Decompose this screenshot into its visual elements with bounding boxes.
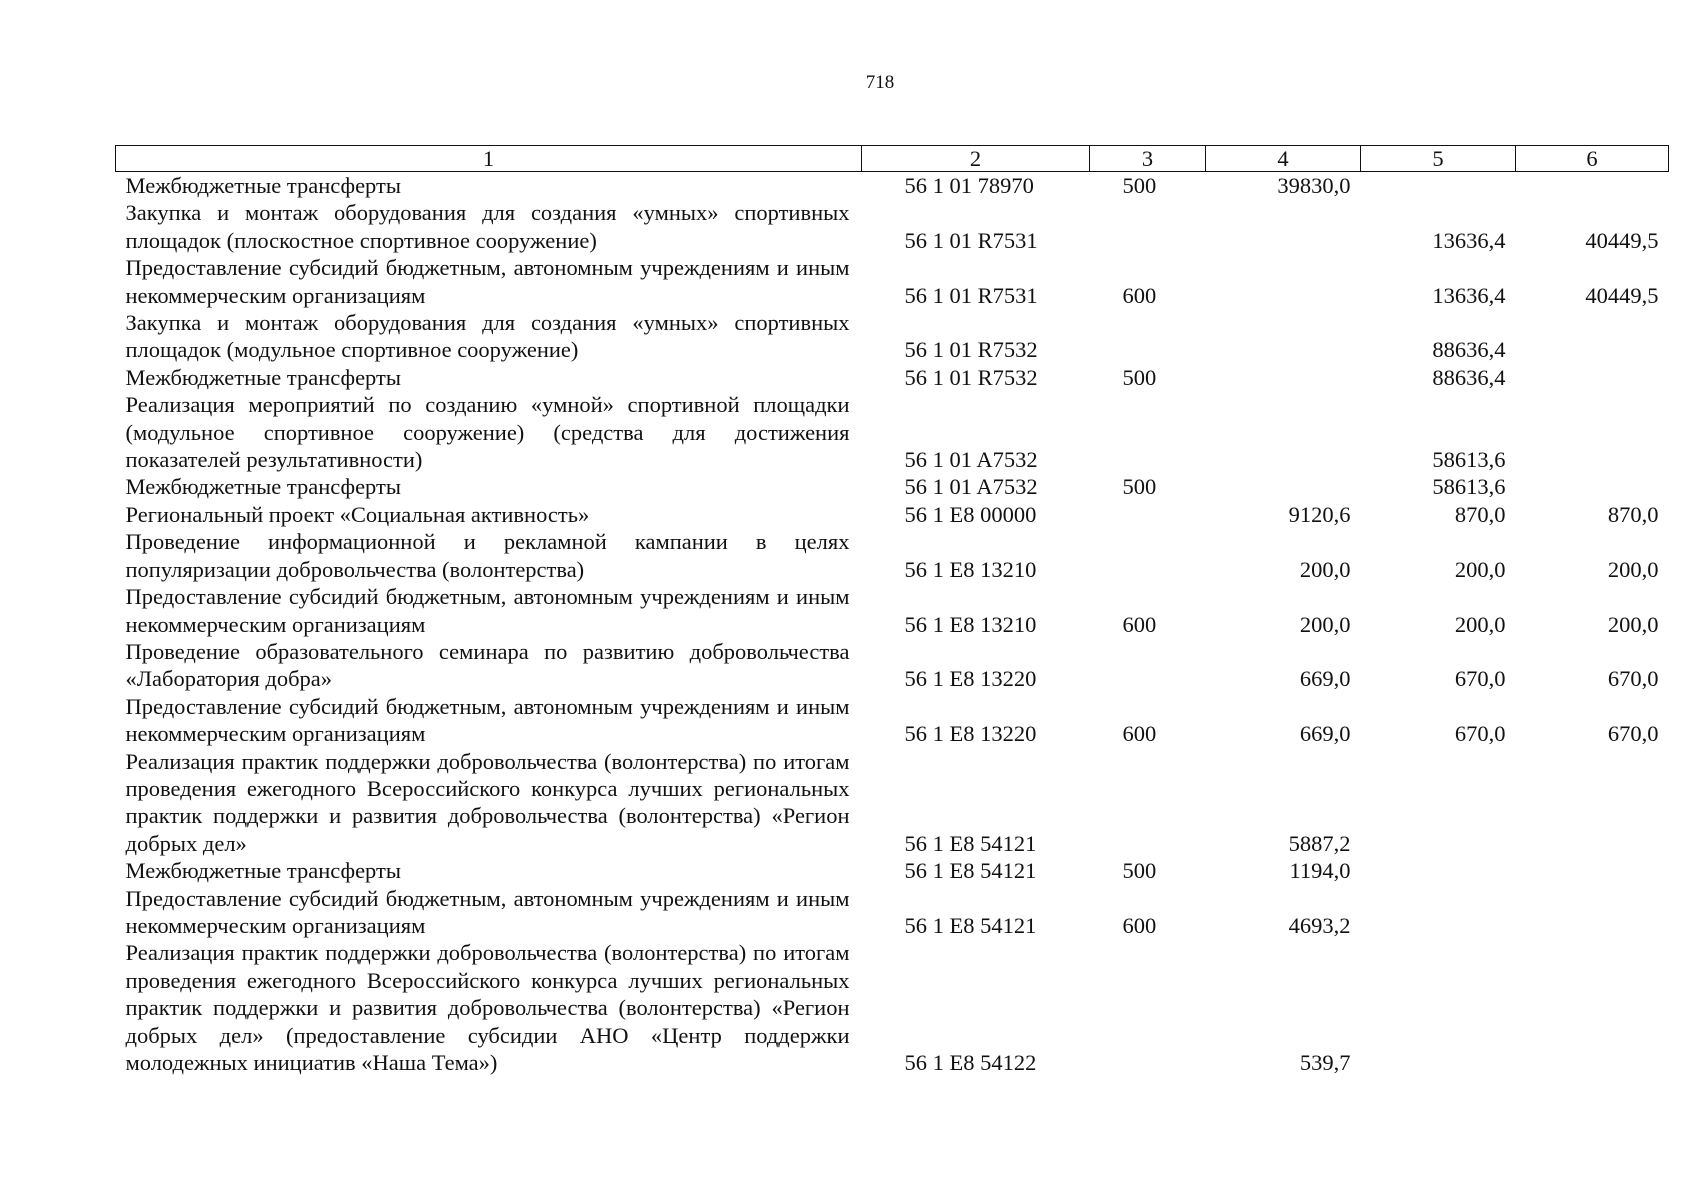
row-amount-col4-cell [1206,473,1361,500]
row-expense-type-cell [1090,309,1206,364]
row-amount-col5-cell [1361,857,1516,884]
row-amount-col5-cell: 670,0 [1454,666,1506,692]
row-amount-col6-cell [1516,172,1669,200]
table-row [116,583,1669,638]
row-amount-col4-cell: 9120,6 [1288,501,1351,527]
row-amount-col6-cell [1516,364,1669,391]
table-row [116,473,1669,500]
row-amount-col4-cell: 5887,2 [1288,830,1351,856]
table-row [116,693,1669,748]
row-expense-type-cell: 600 [1122,912,1157,938]
row-amount-col6-cell [1516,473,1669,500]
row-expense-type-cell: 600 [1122,721,1157,747]
table-body [116,172,1669,1077]
row-amount-col4-cell: 200,0 [1299,611,1351,637]
row-expense-type-cell [1090,748,1206,858]
row-code-cell: 56 1 E8 54122 [904,1050,1037,1075]
table-row [116,254,1669,309]
row-expense-type-cell [1090,528,1206,583]
row-expense-type-cell [1090,638,1206,693]
row-amount-col4-cell: 200,0 [1299,556,1351,582]
row-amount-col6-cell [1516,885,1669,940]
row-expense-type-cell: 500 [1122,858,1157,884]
row-name-cell: Межбюджетные трансферты [125,858,401,884]
row-amount-col4-cell: 1194,0 [1289,858,1351,884]
row-name-cell: Межбюджетные трансферты [125,364,401,390]
row-amount-col6-cell: 200,0 [1607,611,1659,637]
column-header-3: 3 [1090,146,1206,172]
budget-table-container [115,145,1668,1076]
row-name-cell: Предоставление субсидий бюджетным, автономным учреждениям и иным некоммерческим организациям [125,584,850,637]
row-expense-type-cell [1090,939,1206,1076]
row-name-cell: Межбюджетные трансферты [125,173,401,198]
row-name-cell: Межбюджетные трансферты [125,474,401,500]
row-code-cell: 56 1 E8 13220 [904,666,1037,692]
table-row [116,528,1669,583]
table-row [116,391,1669,473]
row-amount-col6-cell [1516,939,1669,1076]
table-row [116,364,1669,391]
row-code-cell: 56 1 01 R7531 [904,227,1038,253]
row-amount-col6-cell: 670,0 [1607,721,1659,747]
row-code-cell: 56 1 E8 13210 [904,611,1037,637]
row-amount-col5-cell [1361,885,1516,940]
row-expense-type-cell: 500 [1122,364,1157,390]
row-expense-type-cell: 500 [1122,474,1157,500]
row-amount-col4-cell [1206,199,1361,254]
row-amount-col6-cell: 40449,5 [1585,282,1659,308]
row-amount-col4-cell: 669,0 [1299,666,1351,692]
row-amount-col5-cell: 870,0 [1454,501,1506,527]
table-row [116,638,1669,693]
row-amount-col6-cell: 40449,5 [1585,227,1659,253]
row-amount-col5-cell [1361,172,1516,200]
row-code-cell: 56 1 01 R7531 [904,282,1038,308]
row-name-cell: Предоставление субсидий бюджетным, автономным учреждениям и иным некоммерческим организациям [125,255,850,308]
row-expense-type-cell [1090,391,1206,473]
column-header-2: 2 [862,146,1090,172]
row-amount-col5-cell: 13636,4 [1432,227,1506,253]
row-name-cell: Проведение образовательного семинара по развитию добровольчества «Лаборатория добра» [125,638,850,692]
row-amount-col5-cell: 200,0 [1454,556,1506,582]
row-amount-col4-cell [1206,391,1361,473]
row-amount-col5-cell: 58613,6 [1432,447,1506,473]
row-expense-type-cell: 600 [1122,611,1157,637]
row-expense-type-cell [1090,501,1206,528]
column-header-5: 5 [1361,146,1516,172]
column-header-1: 1 [116,146,862,172]
row-code-cell: 56 1 01 78970 [904,173,1034,198]
table-row [116,309,1669,364]
row-amount-col5-cell [1361,748,1516,858]
row-amount-col5-cell: 58613,6 [1432,474,1506,500]
row-amount-col4-cell [1206,254,1361,309]
row-amount-col6-cell [1516,857,1669,884]
row-amount-col4-cell: 39830,0 [1277,173,1351,198]
row-code-cell: 56 1 E8 00000 [904,501,1037,527]
row-amount-col6-cell [1516,391,1669,473]
header-row [116,146,1669,172]
row-amount-col6-cell [1516,748,1669,858]
column-header-6: 6 [1516,146,1669,172]
row-name-cell: Предоставление субсидий бюджетным, автономным учреждениям и иным некоммерческим организациям [125,693,850,747]
row-amount-col5-cell: 200,0 [1454,611,1506,637]
row-amount-col4-cell [1206,364,1361,391]
row-amount-col5-cell [1361,939,1516,1076]
row-amount-col4-cell [1206,309,1361,364]
row-expense-type-cell: 500 [1122,173,1157,198]
row-code-cell: 56 1 E8 54121 [904,830,1037,856]
row-name-cell: Закупка и монтаж оборудования для создания «умных» спортивных площадок (модульное спортивное сооружение) [125,310,850,363]
row-code-cell: 56 1 E8 54121 [904,912,1037,938]
row-amount-col6-cell [1516,309,1669,364]
row-name-cell: Проведение информационной и рекламной кампании в целях популяризации добровольчества (волонтерства) [125,529,850,582]
table-row [116,885,1669,940]
row-code-cell: 56 1 01 A7532 [904,447,1038,473]
row-code-cell: 56 1 E8 13220 [904,721,1037,747]
row-name-cell: Реализация мероприятий по созданию «умной» спортивной площадки (модульное спортивное сооружение) (средства для достижения показателей результативности) [125,392,850,473]
row-amount-col4-cell: 539,7 [1299,1050,1351,1075]
row-amount-col6-cell: 870,0 [1607,501,1659,527]
budget-table [115,145,1669,1076]
table-row [116,857,1669,884]
row-code-cell: 56 1 01 A7532 [904,474,1038,500]
row-code-cell: 56 1 01 R7532 [904,337,1038,363]
table-row [116,172,1669,200]
row-name-cell: Региональный проект «Социальная активность» [125,501,590,527]
table-row [116,501,1669,528]
row-expense-type-cell: 600 [1122,282,1157,308]
row-amount-col5-cell: 13636,4 [1432,282,1506,308]
row-code-cell: 56 1 E8 13210 [904,556,1037,582]
table-row [116,939,1669,1076]
row-amount-col6-cell: 670,0 [1607,666,1659,692]
row-name-cell: Реализация практик поддержки добровольчества (волонтерства) по итогам проведения ежегодного Всероссийского конкурса лучших региональных практик поддержки и развития добровольчества (волонтерства) «Регион добрых дел» (предоставление субсидии АНО «Центр поддержки молодежных инициатив «Наша Тема») [125,940,850,1075]
row-amount-col4-cell: 669,0 [1299,721,1351,747]
row-name-cell: Реализация практик поддержки добровольчества (волонтерства) по итогам проведения ежегодного Всероссийского конкурса лучших региональных практик поддержки и развития добровольчества (волонтерства) «Регион добрых дел» [125,748,850,856]
row-expense-type-cell [1090,199,1206,254]
row-amount-col5-cell: 670,0 [1454,721,1506,747]
row-amount-col6-cell: 200,0 [1607,556,1659,582]
table-header [116,146,1669,172]
table-row [116,199,1669,254]
row-code-cell: 56 1 01 R7532 [904,364,1038,390]
table-row [116,748,1669,858]
row-amount-col4-cell: 4693,2 [1288,912,1351,938]
page-number: 718 [865,72,895,93]
row-amount-col5-cell: 88636,4 [1432,364,1506,390]
row-name-cell: Закупка и монтаж оборудования для создания «умных» спортивных площадок (плоскостное спортивное сооружение) [125,200,850,253]
row-amount-col5-cell: 88636,4 [1432,337,1506,363]
column-header-4: 4 [1206,146,1361,172]
row-name-cell: Предоставление субсидий бюджетным, автономным учреждениям и иным некоммерческим организациям [125,885,850,938]
row-code-cell: 56 1 E8 54121 [904,858,1037,884]
